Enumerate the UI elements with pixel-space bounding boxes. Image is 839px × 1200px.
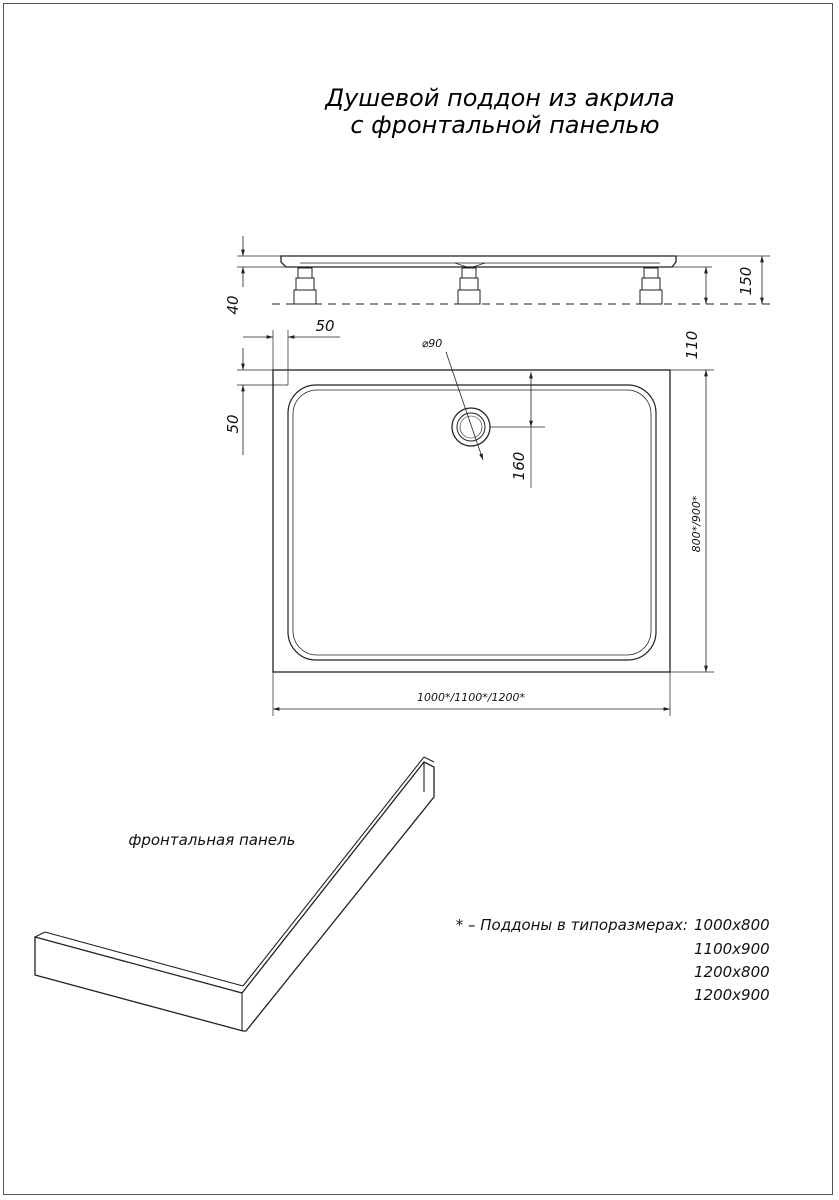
dim-110: 110 xyxy=(683,330,701,360)
dim-depth: 800*/900* xyxy=(690,495,703,553)
front-panel-drawing xyxy=(35,757,434,1031)
drain-hole xyxy=(452,408,490,446)
panel-label: фронтальная панель xyxy=(128,831,296,849)
support-leg xyxy=(294,268,316,304)
plan-view xyxy=(237,330,714,716)
dim-40: 40 xyxy=(224,295,242,315)
support-leg xyxy=(458,268,480,304)
dim-160: 160 xyxy=(510,451,528,481)
sizes-note-prefix: * – Поддоны в типоразмерах: xyxy=(455,916,688,934)
dim-50-vertical: 50 xyxy=(224,414,242,434)
dim-150: 150 xyxy=(737,266,755,296)
title-line-2: с фронтальной панелью xyxy=(350,111,660,139)
dim-width: 1000*/1100*/1200* xyxy=(417,691,525,704)
dim-50-horizontal: 50 xyxy=(315,317,335,335)
side-view xyxy=(237,236,770,304)
size-item: 1100x900 xyxy=(694,940,770,958)
support-leg xyxy=(640,268,662,304)
size-item: 1200x800 xyxy=(694,963,770,981)
size-item: 1200x900 xyxy=(694,986,770,1004)
title-line-1: Душевой поддон из акрила xyxy=(325,84,675,112)
size-item: 1000x800 xyxy=(694,916,770,934)
dim-drain-diameter: ⌀90 xyxy=(421,337,443,350)
